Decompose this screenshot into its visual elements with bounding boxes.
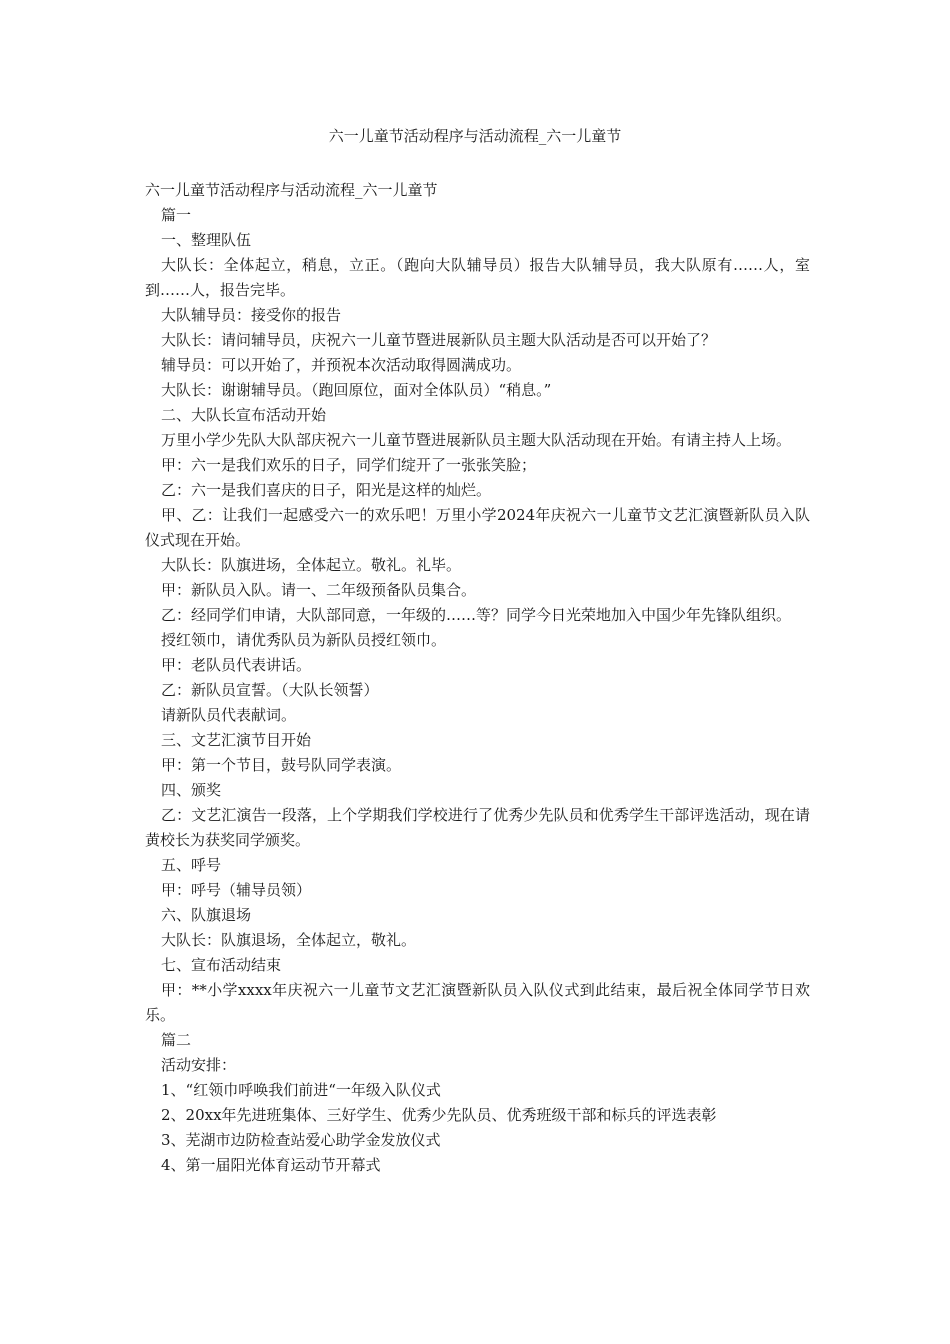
document-paragraph: 甲：六一是我们欢乐的日子，同学们绽开了一张张笑脸； <box>161 456 537 474</box>
document-paragraph: 3、芜湖市边防检查站爱心助学金发放仪式 <box>161 1131 441 1149</box>
document-paragraph: 三、文艺汇演节目开始 <box>161 731 312 749</box>
document-paragraph: 七、宣布活动结束 <box>161 956 282 974</box>
document-paragraph: 大队长：队旗进场，全体起立。敬礼。礼毕。 <box>161 556 462 574</box>
document-paragraph: 甲：**小学xxxx年庆祝六一儿童节文艺汇演暨新队员入队仪式到此结束，最后祝全体同学节日欢乐。 <box>145 981 810 1024</box>
document-paragraph: 乙：六一是我们喜庆的日子，阳光是这样的灿烂。 <box>161 481 492 499</box>
document-paragraph: 篇一 <box>161 206 192 224</box>
document-paragraph: 活动安排： <box>161 1056 237 1074</box>
document-paragraph: 五、呼号 <box>161 856 222 874</box>
document-paragraph: 甲、乙：让我们一起感受六一的欢乐吧！万里小学2024年庆祝六一儿童节文艺汇演暨新队员入队仪式现在开始。 <box>145 506 810 549</box>
document-paragraph: 二、大队长宣布活动开始 <box>161 406 327 424</box>
document-paragraph: 大队长：全体起立，稍息，立正。（跑向大队辅导员）报告大队辅导员，我大队原有……人，室到……人，报告完毕。 <box>145 256 810 299</box>
document-paragraph: 乙：经同学们申请，大队部同意，一年级的……等？同学今日光荣地加入中国少年先锋队组织。 <box>161 606 792 624</box>
document-paragraph: 授红领巾，请优秀队员为新队员授红领巾。 <box>161 631 447 649</box>
document-paragraph: 辅导员：可以开始了，并预祝本次活动取得圆满成功。 <box>161 356 522 374</box>
document-paragraph: 大队长：队旗退场，全体起立，敬礼。 <box>161 931 417 949</box>
document-paragraph: 乙：文艺汇演告一段落，上个学期我们学校进行了优秀少先队员和优秀学生干部评选活动，现在请黄校长为获奖同学颁奖。 <box>145 806 810 849</box>
document-paragraph: 大队长：请问辅导员，庆祝六一儿童节暨进展新队员主题大队活动是否可以开始了？ <box>161 331 717 349</box>
document-paragraph: 甲：第一个节目，鼓号队同学表演。 <box>161 756 402 774</box>
document-heading: 六一儿童节活动程序与活动流程_六一儿童节 <box>145 181 438 199</box>
document-paragraph: 四、颁奖 <box>161 781 222 799</box>
document-paragraph: 4、第一届阳光体育运动节开幕式 <box>161 1156 381 1174</box>
document-paragraph: 1、“红领巾呼唤我们前进“一年级入队仪式 <box>161 1081 441 1099</box>
document-body <box>145 178 810 1178</box>
document-paragraph: 乙：新队员宣誓。（大队长领誓） <box>161 681 379 699</box>
document-paragraph: 2、20xx年先进班集体、三好学生、优秀少先队员、优秀班级干部和标兵的评选表彰 <box>161 1106 717 1124</box>
document-paragraph: 大队辅导员：接受你的报告 <box>161 306 342 324</box>
document-paragraph: 甲：老队员代表讲话。 <box>161 656 312 674</box>
document-paragraph: 大队长：谢谢辅导员。（跑回原位，面对全体队员）“稍息。” <box>161 381 552 399</box>
document-paragraph: 请新队员代表献词。 <box>161 706 297 724</box>
document-paragraph: 甲：新队员入队。请一、二年级预备队员集合。 <box>161 581 477 599</box>
document-paragraph: 万里小学少先队大队部庆祝六一儿童节暨进展新队员主题大队活动现在开始。有请主持人上场。 <box>161 431 792 449</box>
page-title: 六一儿童节活动程序与活动流程_六一儿童节 <box>328 127 622 145</box>
document-paragraph: 一、整理队伍 <box>161 231 252 249</box>
document-paragraph: 甲：呼号（辅导员领） <box>161 881 312 899</box>
document-paragraph: 六、队旗退场 <box>161 906 252 924</box>
document-paragraph: 篇二 <box>161 1031 192 1049</box>
